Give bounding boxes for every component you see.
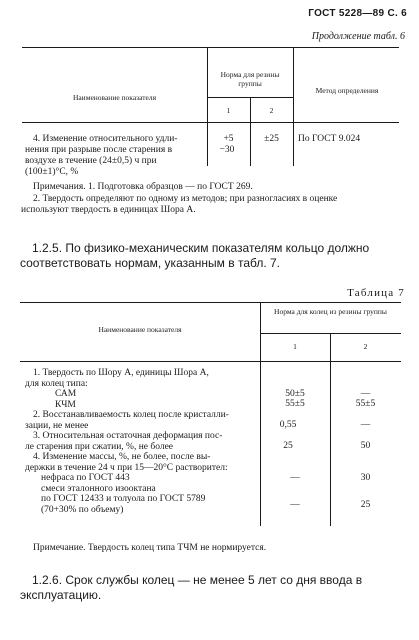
- table-6-header-group-2: 2: [269, 106, 274, 115]
- table-6-header-method: Метод определения: [315, 86, 379, 95]
- table-7-note: Примечание. Твердость колец типа ТЧМ не нормируется.: [33, 543, 267, 553]
- table-6-header-group-1: 1: [226, 106, 231, 115]
- table-6-notes: Примечания. 1. Подготовка образцов — по ГОСТ 269. 2. Твердость определяют по одному из методов; при разногласиях в оценке используют твердость в единицах Шора А.: [21, 182, 338, 215]
- table-6-header-norm: Норма для резины группы: [220, 70, 280, 88]
- table-7-header-norm: Норма для колец из резины группы: [274, 307, 387, 316]
- table-7-header-group-2: 2: [363, 342, 368, 351]
- table-7-mix-group-1: —: [290, 500, 300, 510]
- table-7-row-4: 4. Изменение массы, %, не более, после вы- держки в течение 24 ч при 15—20°С растворител: нефраса по ГОСТ 443 смеси эталонного изооктана по ГОСТ 12433 и толуола по ГОСТ 5789 (70+30% по объему): [25, 452, 228, 515]
- table-7-caption: Таблица 7: [347, 287, 405, 299]
- table-7-header-indicator: Наименование показателя: [98, 325, 182, 334]
- table-7-row-3: 3. Относительная остаточная деформация пос- ле старения при сжатии, %, не более: [25, 431, 223, 452]
- table-7-kchm-group-2: 55±5: [355, 399, 376, 409]
- table-7-nefras-group-1: —: [290, 473, 300, 483]
- table-7-mix-group-2: 25: [360, 500, 371, 510]
- table-7-nefras-group-2: 30: [360, 473, 371, 483]
- table-7-row-2: 2. Восстанавливаемость колец после кристалли- зации, не менее: [25, 410, 229, 431]
- table-6-row-4-group-1: +5: [223, 134, 234, 144]
- table-6-continuation-label: Продолжение табл. 6: [311, 31, 405, 42]
- table-7-row-3-group-1: 25: [283, 441, 293, 451]
- table-7-kchm-group-1: 55±5: [285, 399, 305, 409]
- table-6-row-4-group-1-lower: −30: [219, 145, 235, 155]
- table-6-row-4-indicator: 4. Изменение относительного удли- нения при разрыве после старения в воздухе в течение (24±0,5) ч при (100±1)°С, %: [25, 134, 178, 177]
- table-7-sam-group-1: 50±5: [285, 389, 305, 399]
- running-header: ГОСТ 5228—89 С. 6: [308, 8, 407, 19]
- table-6-row-4-group-2: ±25: [264, 134, 279, 144]
- table-7-row-3-group-2: 50: [360, 441, 371, 451]
- table-7-row-2-group-2: —: [360, 420, 371, 430]
- table-7-sam-group-2: —: [360, 389, 371, 399]
- table-7-header-group-1: 1: [293, 342, 297, 351]
- table-7-row-1: 1. Твердость по Шору А, единицы Шора А, для колец типа: САМ КЧМ: [25, 368, 209, 410]
- table-7-row-2-group-1: 0,55: [279, 420, 297, 430]
- table-6-row-4-method: По ГОСТ 9.024: [298, 134, 361, 144]
- table-6-header-indicator: Наименование показателя: [72, 93, 157, 102]
- paragraph-1-2-6: 1.2.6. Срок службы колец — не менее 5 лет со дня ввода в эксплуатацию.: [20, 573, 363, 602]
- paragraph-1-2-5: 1.2.5. По физико-механическим показателям кольцо должно соответствовать нормам, указанным в табл. 7.: [20, 241, 370, 270]
